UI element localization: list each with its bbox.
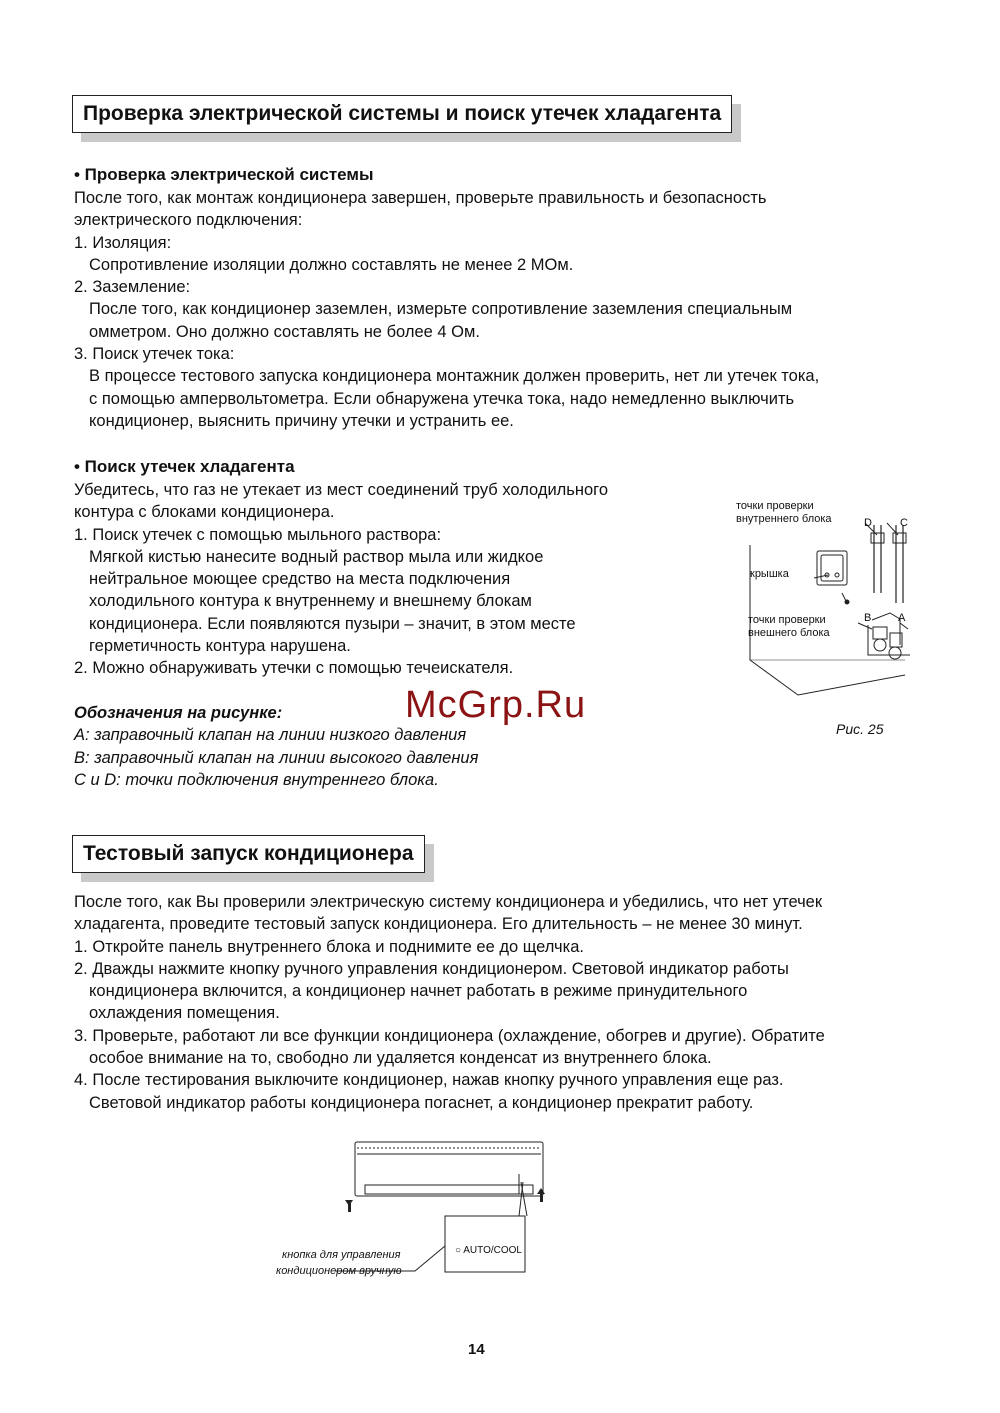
text-line: 2. Дважды нажмите кнопку ручного управления кондиционером. Световой индикатор работы [74, 959, 789, 978]
fig-label-cover: крышка [750, 568, 789, 580]
legend-item-b: В: заправочный клапан на линии высокого давления [74, 748, 479, 767]
fig-letter-c: C [900, 517, 908, 529]
text-line: 3. Проверьте, работают ли все функции кондиционера (охлаждение, обогрев и другие). Обратите [74, 1026, 825, 1045]
legend-heading: Обозначения на рисунке: [74, 704, 283, 722]
fig-label-indoor-1: точки проверки [736, 500, 814, 512]
text-line: с помощью ампервольтометра. Если обнаружена утечка тока, надо немедленно выключить [89, 389, 795, 408]
text-line: 1. Поиск утечек с помощью мыльного раствора: [74, 525, 442, 544]
test-run-text [74, 891, 825, 1114]
text-line: 1. Изоляция: [74, 233, 172, 252]
fig-label-indoor-2: внутреннего блока [736, 513, 832, 525]
legend-item-cd: С и D: точки подключения внутреннего блока. [74, 770, 439, 789]
fig-label-outdoor-2: внешнего блока [748, 627, 830, 639]
fig-letter-b: B [864, 612, 872, 624]
text-line: охлаждения помещения. [89, 1004, 280, 1023]
section-title-electrical [72, 95, 732, 133]
text-line: кондиционер, выяснить причину утечки и устранить ее. [89, 411, 514, 430]
text-line: герметичность контура нарушена. [89, 637, 351, 656]
text-line: нейтральное моющее средство на места подключения [89, 570, 511, 589]
text-line: Световой индикатор работы кондиционера погаснет, а кондиционер прекратит работу. [89, 1093, 754, 1112]
section-title-text: Тестовый запуск кондиционера [83, 842, 414, 865]
text-line: 2. Заземление: [74, 278, 191, 297]
legend-item-a: А: заправочный клапан на линии низкого давления [74, 726, 467, 745]
text-line: контура с блоками кондиционера. [74, 503, 335, 522]
electrical-text [74, 187, 819, 432]
text-line: омметром. Оно должно составлять не более 4 Ом. [89, 322, 480, 341]
text-line: Мягкой кистью нанесите водный раствор мыла или жидкое [89, 547, 544, 566]
text-line: кондиционера. Если появляются пузыри – значит, в этом месте [89, 614, 576, 633]
figure-25-diagram [730, 495, 910, 705]
manual-button-label-2: кондиционером вручную [276, 1265, 402, 1277]
section-title-text: Проверка электрической системы и поиск утечек хладагента [83, 102, 722, 125]
figure-caption: Рис. 25 [836, 721, 884, 737]
fig-label-outdoor-1: точки проверки [748, 614, 826, 626]
section-title-test-run [72, 835, 425, 873]
text-line: 3. Поиск утечек тока: [74, 345, 235, 364]
text-line: электрического подключения: [74, 211, 303, 230]
manual-button-label-1: кнопка для управления [282, 1249, 401, 1261]
watermark: McGrp.Ru [405, 684, 587, 726]
text-line: 4. После тестирования выключите кондиционер, нажав кнопку ручного управления еще раз. [74, 1071, 784, 1090]
text-line: 1. Откройте панель внутреннего блока и поднимите ее до щелчка. [74, 937, 584, 956]
text-line: особое внимание на то, свободно ли удаляется конденсат из внутреннего блока. [89, 1049, 712, 1068]
subheading-leak: • Поиск утечек хладагента [74, 457, 295, 476]
leak-text [74, 479, 608, 680]
auto-cool-button-label: ○ AUTO/COOL [455, 1245, 522, 1256]
text-line: После того, как монтаж кондиционера завершен, проверьте правильность и безопасность [74, 189, 767, 207]
page-number: 14 [468, 1341, 485, 1358]
text-line: холодильного контура к внутреннему и внешнему блокам [89, 592, 532, 611]
text-line: После того, как кондиционер заземлен, измерьте сопротивление заземления специальным [89, 300, 793, 319]
text-line: хладагента, проведите тестовый запуск кондиционера. Его длительность – не менее 30 минут. [74, 915, 803, 934]
fig-letter-d: D [864, 517, 872, 529]
text-line: Убедитесь, что газ не утекает из мест соединений труб холодильного [74, 481, 609, 499]
text-line: 2. Можно обнаруживать утечки с помощью течеискателя. [74, 659, 514, 678]
fig-letter-a: A [898, 612, 906, 624]
text-line: После того, как Вы проверили электрическую систему кондиционера и убедились, что нет утечек [74, 893, 823, 911]
text-line: кондиционера включится, а кондиционер начнет работать в режиме принудительного [89, 982, 748, 1001]
subheading-electrical: • Проверка электрической системы [74, 165, 374, 184]
text-line: В процессе тестового запуска кондиционера монтажник должен проверить, нет ли утечек тока, [89, 367, 820, 386]
text-line: Сопротивление изоляции должно составлять не менее 2 МОм. [89, 255, 574, 274]
